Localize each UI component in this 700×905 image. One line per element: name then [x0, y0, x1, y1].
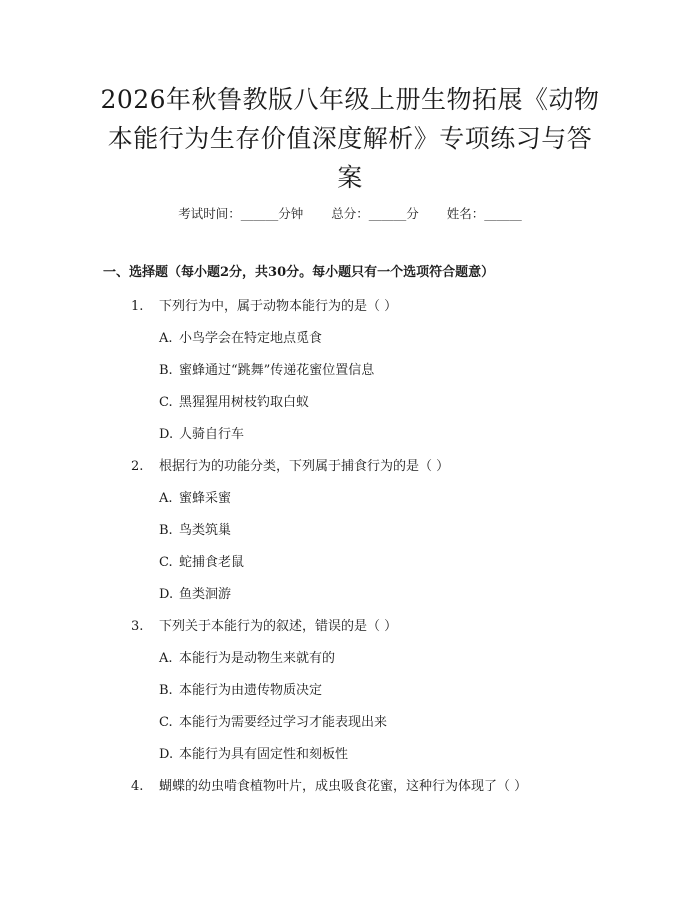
section-heading-choice: 一、选择题（每小题2分，共30分。每小题只有一个选项符合题意）: [103, 265, 495, 280]
question-2-option-c: [159, 554, 244, 572]
option-text: 蜜蜂通过“跳舞”传递花蜜位置信息: [179, 363, 375, 378]
document-title: 2026年秋鲁教版八年级上册生物拓展《动物本能行为生存价值深度解析》专项练习与答案: [100, 85, 600, 192]
option-text: 本能行为由遗传物质决定: [179, 683, 323, 698]
question-text: 根据行为的功能分类，下列属于捕食行为的是（ ）: [159, 459, 450, 474]
option-letter: B.: [159, 523, 173, 538]
question-1-option-b: [159, 362, 374, 380]
question-1-option-a: [159, 330, 322, 348]
question-number: 4.: [131, 779, 144, 794]
option-text: 本能行为需要经过学习才能表现出来: [179, 715, 388, 730]
question-text: 下列行为中，属于动物本能行为的是（ ）: [159, 299, 398, 314]
option-letter: B.: [159, 683, 173, 698]
question-text: 下列关于本能行为的叙述，错误的是（ ）: [159, 619, 398, 634]
question-number: 3.: [131, 619, 144, 634]
option-letter: D.: [159, 427, 174, 442]
question-3-option-b: [159, 682, 322, 700]
question-number: 2.: [131, 459, 144, 474]
question-4: [131, 778, 527, 796]
question-3-option-d: [159, 746, 348, 764]
question-2-option-b: [159, 522, 231, 540]
question-1-option-c: [159, 394, 309, 412]
option-letter: C.: [159, 715, 173, 730]
option-letter: A.: [159, 491, 173, 506]
question-2-option-a: [159, 490, 231, 508]
option-letter: A.: [159, 331, 173, 346]
option-letter: B.: [159, 363, 173, 378]
question-number: 1.: [131, 299, 144, 314]
question-3-option-c: [159, 714, 387, 732]
option-text: 本能行为是动物生来就有的: [179, 651, 336, 666]
option-letter: D.: [159, 747, 174, 762]
option-letter: A.: [159, 651, 173, 666]
option-text: 蜜蜂采蜜: [179, 491, 232, 506]
question-3: [131, 618, 397, 636]
option-text: 鸟类筑巢: [179, 523, 232, 538]
option-letter: C.: [159, 555, 173, 570]
question-2: [131, 458, 449, 476]
question-1: [131, 298, 397, 316]
option-letter: D.: [159, 587, 174, 602]
exam-time: 考试时间：______分钟: [178, 206, 304, 221]
option-text: 黑猩猩用树枝钓取白蚁: [179, 395, 310, 410]
option-text: 蛇捕食老鼠: [179, 555, 245, 570]
total-score: 总分：______分: [331, 206, 419, 221]
exam-meta-line: [0, 205, 700, 223]
option-text: 鱼类洄游: [179, 587, 232, 602]
question-text: 蝴蝶的幼虫啃食植物叶片，成虫吸食花蜜，这种行为体现了（ ）: [159, 779, 528, 794]
question-1-option-d: [159, 426, 244, 444]
option-letter: C.: [159, 395, 173, 410]
student-name: 姓名：______: [446, 206, 522, 221]
question-2-option-d: [159, 586, 231, 604]
option-text: 人骑自行车: [179, 427, 245, 442]
option-text: 小鸟学会在特定地点觅食: [179, 331, 323, 346]
question-3-option-a: [159, 650, 335, 668]
option-text: 本能行为具有固定性和刻板性: [179, 747, 349, 762]
